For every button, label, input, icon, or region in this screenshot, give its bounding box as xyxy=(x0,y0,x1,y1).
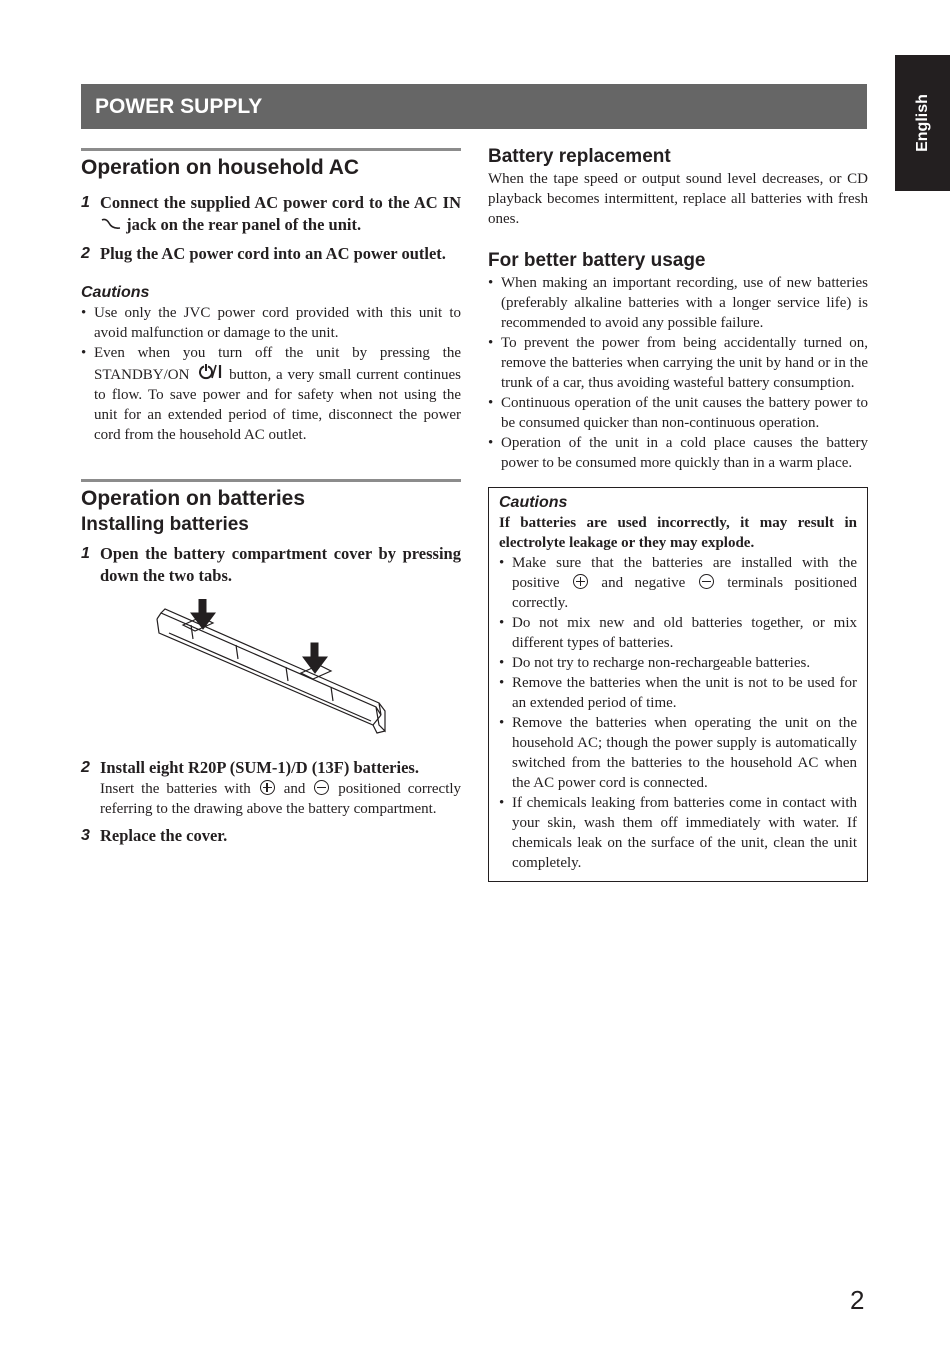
list-item: • Do not mix new and old batteries together, or mix different types of batteries. xyxy=(499,613,857,653)
language-tab xyxy=(895,55,950,191)
caution-text-after: button, a very small current continues to flow. To save power and for safety when not using the unit for an extended period of time, disconnect the power cord from the household AC outlet. xyxy=(94,367,462,443)
item-text-mid: and negative xyxy=(601,575,686,591)
usage-list xyxy=(488,273,868,473)
household-step-1 xyxy=(81,192,461,236)
step-number: 2 xyxy=(81,759,90,776)
list-item: • Remove the batteries when operating the unit on the household AC; though the power supply is automatically switched from the batteries to the household AC when the AC power cord is connected. xyxy=(499,713,857,793)
plus-terminal-icon xyxy=(573,574,588,589)
list-item: • Do not try to recharge non-rechargeable batteries. xyxy=(499,653,857,673)
section-header-bar xyxy=(81,84,867,129)
batteries-section xyxy=(81,479,461,847)
item-text-after: terminals positioned correctly. xyxy=(512,575,858,611)
caution-text: Use only the JVC power cord provided with this unit to avoid malfunction or damage to the unit. xyxy=(94,305,461,341)
list-item: • Remove the batteries when the unit is not to be used for an extended period of time. xyxy=(499,673,857,713)
replacement-text: When the tape speed or output sound level decreases, or CD playback becomes intermittent, replace all batteries with fresh ones. xyxy=(488,171,868,227)
right-column xyxy=(488,145,868,882)
left-column xyxy=(81,148,461,847)
list-item xyxy=(81,303,461,343)
subtext-after: positioned correctly referring to the drawing above the battery compartment. xyxy=(100,781,462,817)
household-title: Operation on household AC xyxy=(81,156,360,179)
step-number: 3 xyxy=(81,827,90,844)
item-text-before: Make sure that the batteries are installed with the positive xyxy=(512,555,857,591)
section-title: POWER SUPPLY xyxy=(95,95,263,118)
list-item: • Continuous operation of the unit causes the battery power to be consumed quicker than non-continuous operation. xyxy=(488,393,868,433)
usage-title: For better battery usage xyxy=(488,250,706,271)
battery-cover-illustration xyxy=(151,599,391,739)
battery-cautions-list xyxy=(499,553,857,873)
step-number: 2 xyxy=(81,245,90,262)
batteries-title: Operation on batteries xyxy=(81,487,306,510)
battery-cautions-box xyxy=(488,487,868,882)
list-item: • When making an important recording, use of new batteries (preferably alkaline batteries with a longer service life) is recommended to avoid any possible failure. xyxy=(488,273,868,333)
step-number: 1 xyxy=(81,545,90,562)
minus-terminal-icon xyxy=(699,574,714,589)
list-item xyxy=(499,553,857,613)
list-item: • Operation of the unit in a cold place causes the battery power to be consumed more quickly than in a warm place. xyxy=(488,433,868,473)
batteries-subtitle: Installing batteries xyxy=(81,514,249,535)
household-cautions-title: Cautions xyxy=(81,284,150,301)
replacement-title: Battery replacement xyxy=(488,146,671,167)
step-text-before: Connect the supplied AC power cord to the AC IN xyxy=(100,193,461,212)
step-text-after: jack on the rear panel of the unit. xyxy=(126,215,362,234)
battery-step-1 xyxy=(81,543,461,587)
household-cautions-list xyxy=(81,303,461,445)
battery-cautions-warning: If batteries are used incorrectly, it may result in electrolyte leakage or they may explode. xyxy=(499,515,857,551)
page-number: 2 xyxy=(850,1285,865,1315)
battery-step-3 xyxy=(81,825,461,847)
battery-step-2 xyxy=(81,757,461,819)
household-section xyxy=(81,148,461,445)
list-item: • If chemicals leaking from batteries come in contact with your skin, wash them off immediately with water. If chemicals leak on the surface of the unit, clean the unit completely. xyxy=(499,793,857,873)
step-text: Open the battery compartment cover by pressing down the two tabs. xyxy=(100,544,461,585)
step-subtext xyxy=(100,779,461,819)
battery-cautions-title: Cautions xyxy=(499,494,568,511)
standby-power-icon xyxy=(194,363,224,380)
caution-text-before: Even when you turn off the unit by pressing the STANDBY/ON xyxy=(94,345,461,383)
step-text: Plug the AC power cord into an AC power outlet. xyxy=(100,244,446,263)
language-label: English xyxy=(913,94,931,152)
subtext-before: Insert the batteries with xyxy=(100,781,251,797)
list-item xyxy=(81,343,461,445)
step-text: Replace the cover. xyxy=(100,826,228,845)
subtext-mid: and xyxy=(283,781,306,797)
household-step-2 xyxy=(81,243,461,265)
minus-terminal-icon xyxy=(314,780,329,795)
step-number: 1 xyxy=(81,194,90,211)
step-text: Install eight R20P (SUM-1)/D (13F) batteries. xyxy=(100,758,419,777)
list-item: • To prevent the power from being accidentally turned on, remove the batteries when carrying the unit by hand or in the trunk of a car, thus avoiding wasteful battery consumption. xyxy=(488,333,868,393)
plus-terminal-icon xyxy=(260,780,275,795)
ac-wave-icon xyxy=(100,217,122,231)
